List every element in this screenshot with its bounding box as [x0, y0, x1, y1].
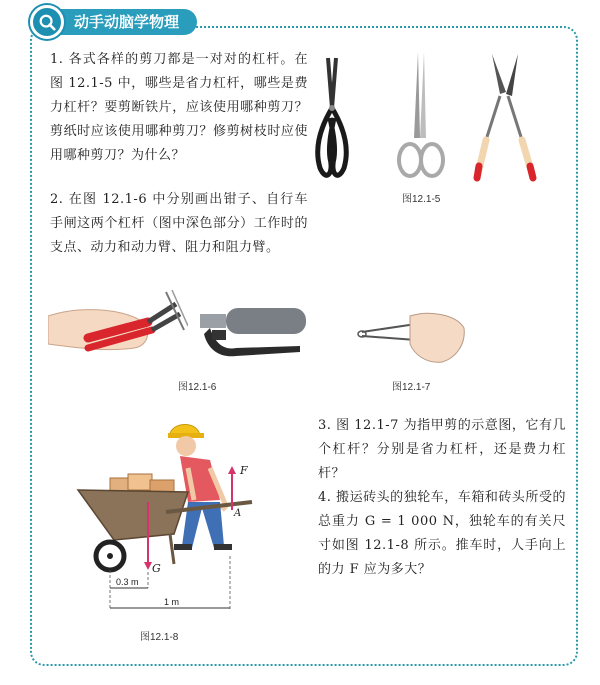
distance-short-label: 0.3 m [116, 577, 139, 587]
gravity-label: G [152, 562, 161, 575]
worker [168, 425, 232, 551]
pruning-shears [477, 54, 533, 178]
wheelbarrow-figure [70, 416, 270, 616]
section-header [30, 8, 197, 36]
wheelbarrow [78, 474, 252, 570]
question-2: 2. 在图 12.1-6 中分别画出钳子、自行车手闸这两个杠杆（图中深色部分）工作时的支点、动力和动力臂、阻力和阻力臂。 [50, 192, 308, 255]
section-title: 动手动脑学物理 [54, 9, 197, 35]
question-3: 3. 图 12.1-7 为指甲剪的示意图，它有几个杠杆？分别是省力杠杆，还是费力杠杆？ [318, 418, 566, 481]
pliers-figure [48, 286, 188, 366]
figure-12-1-7-caption: 图12.1-7 [392, 382, 431, 393]
question-1: 1. 各式各样的剪刀都是一对对的杠杆。在图 12.1-5 中，哪些是省力杠杆，哪些是费力杠杆？要剪断铁片，应该使用哪种剪刀？剪纸时应该使用哪种剪刀？修剪树枝时应使用哪种剪刀？为什么？ [50, 52, 308, 163]
figure-12-1-6-caption: 图12.1-6 [178, 382, 217, 393]
nail-clipper-figure [356, 306, 466, 370]
force-label: F [240, 464, 248, 477]
point-a-label: A [234, 508, 242, 519]
figure-12-1-5-caption: 图12.1-5 [402, 194, 441, 205]
brain-icon [30, 5, 64, 39]
distance-long-label: 1 m [164, 597, 180, 607]
figure-12-1-8-caption: 图12.1-8 [140, 632, 179, 643]
bike-brake-figure [196, 300, 306, 370]
scissors-figure [300, 48, 550, 188]
paper-scissors [399, 52, 443, 176]
sheet-metal-scissors [318, 58, 347, 175]
question-4: 4. 搬运砖头的独轮车，车箱和砖头所受的总重力 G = 1 000 N，独轮车的有关尺寸如图 12.1-8 所示。推车时，人手向上的力 F 应为多大？ [318, 490, 566, 577]
